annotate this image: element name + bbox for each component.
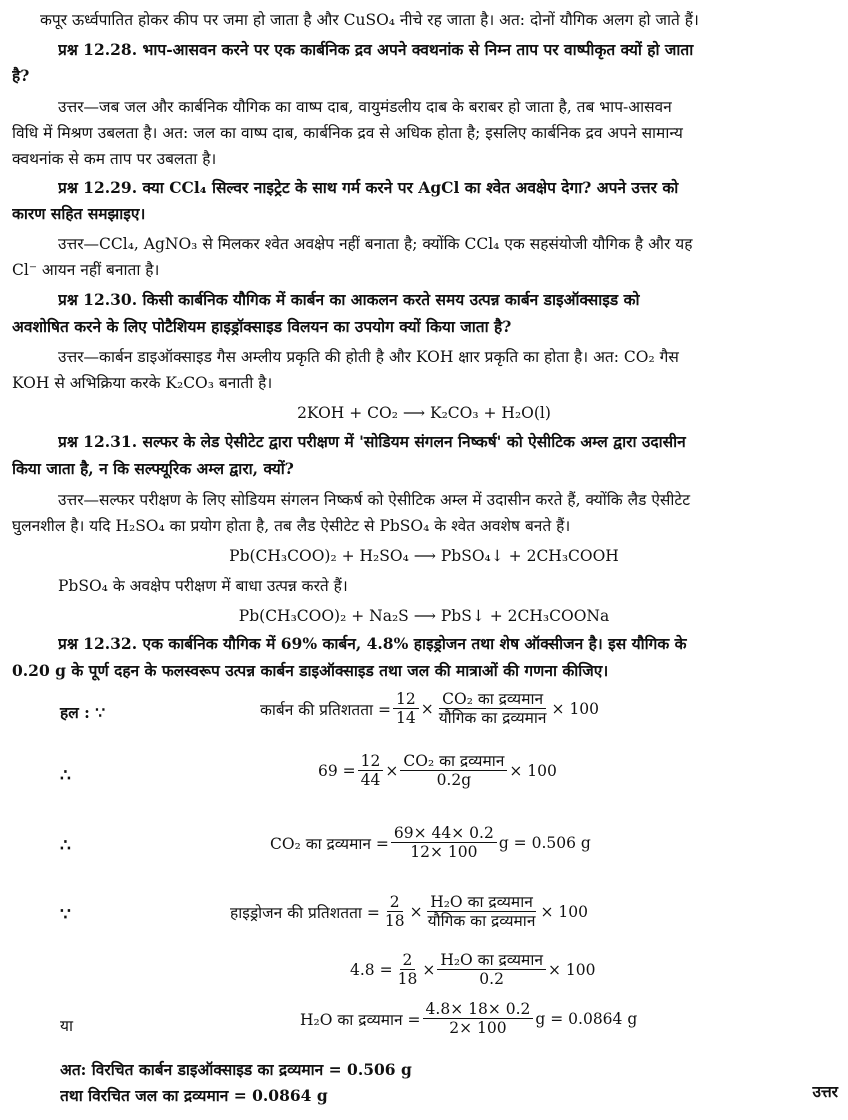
fraction-numerator: 12: [393, 690, 419, 709]
fraction-numerator: 2: [400, 951, 416, 970]
question-12-29-cont: कारण सहित समझाइए।: [12, 204, 146, 223]
formula-water-mass: [300, 1000, 637, 1037]
fraction-denominator: यौगिक का द्रव्यमान: [438, 709, 547, 727]
answer-12-29-cont: Cl⁻ आयन नहीं बनाता है।: [12, 261, 160, 279]
question-12-28-cont: है?: [12, 66, 30, 85]
or-label: या: [60, 1017, 74, 1035]
fraction-denominator: 0.2g: [436, 771, 472, 789]
equation-lead-sulphate: Pb(CH₃COO)₂ + H₂SO₄ ⟶ PbSO₄↓ + 2CH₃COOH: [229, 547, 619, 565]
formula-lhs: 69 =: [318, 761, 356, 780]
fraction-denominator: 44: [360, 771, 381, 789]
question-12-32-cont: 0.20 g के पूर्ण दहन के फलस्वरूप उत्पन्न कार्बन डाइऑक्साइड तथा जल की मात्राओं की गणना कीजिए।: [12, 661, 609, 680]
formula-lhs: 4.8 =: [350, 960, 393, 979]
answer-12-31-cont2: PbSO₄ के अवक्षेप परीक्षण में बाधा उत्पन्न करते हैं।: [58, 577, 348, 595]
formula-tail: × 100: [551, 699, 600, 718]
answer-12-28-cont2: क्वथनांक से कम ताप पर उबलता है।: [12, 150, 217, 168]
question-12-30: प्रश्न 12.30. किसी कार्बनिक यौगिक में कार्बन का आकलन करते समय उत्पन्न कार्बन डाइऑक्साइड को: [58, 290, 640, 309]
fraction-denominator: 0.2: [479, 970, 504, 988]
answer-12-30-cont: KOH से अभिक्रिया करके K₂CO₃ बनाती है।: [12, 374, 273, 392]
answer-12-28-cont: विधि में मिश्रण उबलता है। अत: जल का वाष्प दाब, कार्बनिक द्रव से अधिक होता है; इसलिए कार्बनिक द्रव अपने सामान्य: [12, 124, 683, 142]
formula-lhs: CO₂ का द्रव्यमान =: [270, 834, 389, 853]
formula-lhs: हाइड्रोजन की प्रतिशतता =: [230, 903, 380, 922]
question-12-31-cont: किया जाता है, न कि सल्फ्यूरिक अम्ल द्वारा, क्यों?: [12, 459, 294, 478]
question-12-31: प्रश्न 12.31. सल्फर के लेड ऐसीटेट द्वारा परीक्षण में 'सोडियम संगलन निष्कर्ष' को ऐसीटिक अम्ल द्वारा उदासीन: [58, 432, 686, 451]
formula-lhs: कार्बन की प्रतिशतता =: [260, 700, 391, 719]
therefore-symbol: ∴: [60, 836, 71, 856]
formula-tail: g = 0.0864 g: [535, 1009, 638, 1028]
fraction-denominator: 18: [397, 970, 418, 988]
fraction-denominator: 2× 100: [449, 1019, 507, 1037]
equation-lead-sulphide: Pb(CH₃COO)₂ + Na₂S ⟶ PbS↓ + 2CH₃COONa: [238, 607, 610, 625]
solution-label: हल : ∵: [60, 703, 106, 722]
formula-carbon-69: 69 = $\frac{12}{44}$ × $\frac{\text{CO₂ का द्रव्यमान}}{0.2g}$ × 100: [318, 752, 557, 789]
answer-12-30: उत्तर—कार्बन डाइऑक्साइड गैस अम्लीय प्रकृति की होती है और KOH क्षार प्रकृति का होता है। अत: CO₂ गैस: [58, 348, 679, 366]
fraction-numerator: 4.8× 18× 0.2: [423, 1000, 534, 1019]
formula-tail: g = 0.506 g: [498, 833, 591, 852]
formula-carbon-percent: कार्बन की प्रतिशतता = $\frac{12}{14}$ × $\frac{\text{CO₂ का द्रव्यमान}}{\text{यौगिक का द्रव्यमान}}$ × 100: [260, 690, 600, 727]
formula-co2-mass: [270, 824, 591, 861]
fraction-denominator: 14: [395, 709, 416, 727]
text-line: कपूर ऊर्ध्वपातित होकर कीप पर जमा हो जाता है और CuSO₄ नीचे रह जाता है। अत: दोनों यौगिक अलग हो जाते हैं।: [40, 11, 699, 29]
fraction-numerator: H₂O का द्रव्यमान: [427, 893, 536, 912]
formula-tail: × 100: [509, 761, 557, 780]
formula-tail: × 100: [547, 960, 596, 979]
answer-label: उत्तर: [812, 1082, 838, 1101]
equation-koh-co2: 2KOH + CO₂ ⟶ K₂CO₃ + H₂O(l): [297, 404, 551, 422]
fraction-numerator: 69× 44× 0.2: [391, 824, 497, 843]
formula-hydrogen-percent: हाइड्रोजन की प्रतिशतता = $\frac{2}{18}$ × $\frac{\text{H₂O का द्रव्यमान}}{\text{यौगिक का द्रव्यमान}}$ × 100: [230, 893, 588, 930]
answer-12-31-cont: घुलनशील है। यदि H₂SO₄ का प्रयोग होता है, तब लैड ऐसीटेट से PbSO₄ के श्वेत अवशेष बनते हैं।: [12, 517, 571, 535]
fraction-denominator: यौगिक का द्रव्यमान: [427, 912, 536, 930]
fraction-denominator: 12× 100: [410, 843, 478, 861]
fraction-numerator: CO₂ का द्रव्यमान: [400, 752, 507, 771]
question-12-29: प्रश्न 12.29. क्या CCl₄ सिल्वर नाइट्रेट के साथ गर्म करने पर AgCl का श्वेत अवक्षेप देगा? अपने उत्तर को: [58, 178, 679, 197]
therefore-symbol: ∴: [60, 766, 71, 786]
fraction-denominator: 18: [384, 912, 405, 930]
question-12-30-cont: अवशोषित करने के लिए पोटैशियम हाइड्रॉक्साइड विलयन का उपयोग क्यों किया जाता है?: [12, 317, 512, 336]
answer-12-28: उत्तर—जब जल और कार्बनिक यौगिक का वाष्प दाब, वायुमंडलीय दाब के बराबर हो जाता है, तब भाप-आसवन: [58, 98, 672, 116]
result-water: तथा विरचित जल का द्रव्यमान = 0.0864 g: [60, 1086, 328, 1105]
formula-hydrogen-48: 4.8 = $\frac{2}{18}$ × $\frac{\text{H₂O का द्रव्यमान}}{0.2}$ × 100: [350, 951, 596, 988]
formula-tail: × 100: [540, 902, 588, 921]
formula-lhs: H₂O का द्रव्यमान =: [300, 1010, 421, 1029]
answer-12-29: उत्तर—CCl₄, AgNO₃ से मिलकर श्वेत अवक्षेप नहीं बनाता है; क्योंकि CCl₄ एक सहसंयोजी यौगिक है और यह: [58, 235, 693, 253]
fraction-numerator: CO₂ का द्रव्यमान: [439, 690, 546, 709]
answer-12-31: उत्तर—सल्फर परीक्षण के लिए सोडियम संगलन निष्कर्ष को ऐसीटिक अम्ल में उदासीन करते हैं, क्योंकि लैड ऐसीटेट: [58, 491, 691, 509]
fraction-numerator: 2: [387, 893, 403, 912]
because-symbol: ∵: [60, 905, 71, 925]
fraction-numerator: 12: [358, 752, 384, 771]
question-12-28: प्रश्न 12.28. भाप-आसवन करने पर एक कार्बनिक द्रव अपने क्वथनांक से निम्न ताप पर वाष्पीकृत क्यों हो जाता: [58, 40, 694, 59]
question-12-32: प्रश्न 12.32. एक कार्बनिक यौगिक में 69% कार्बन, 4.8% हाइड्रोजन तथा शेष ऑक्सीजन है। इस यौगिक के: [58, 634, 687, 653]
fraction-numerator: H₂O का द्रव्यमान: [437, 951, 546, 970]
result-co2: अत: विरचित कार्बन डाइऑक्साइड का द्रव्यमान = 0.506 g: [60, 1060, 412, 1079]
